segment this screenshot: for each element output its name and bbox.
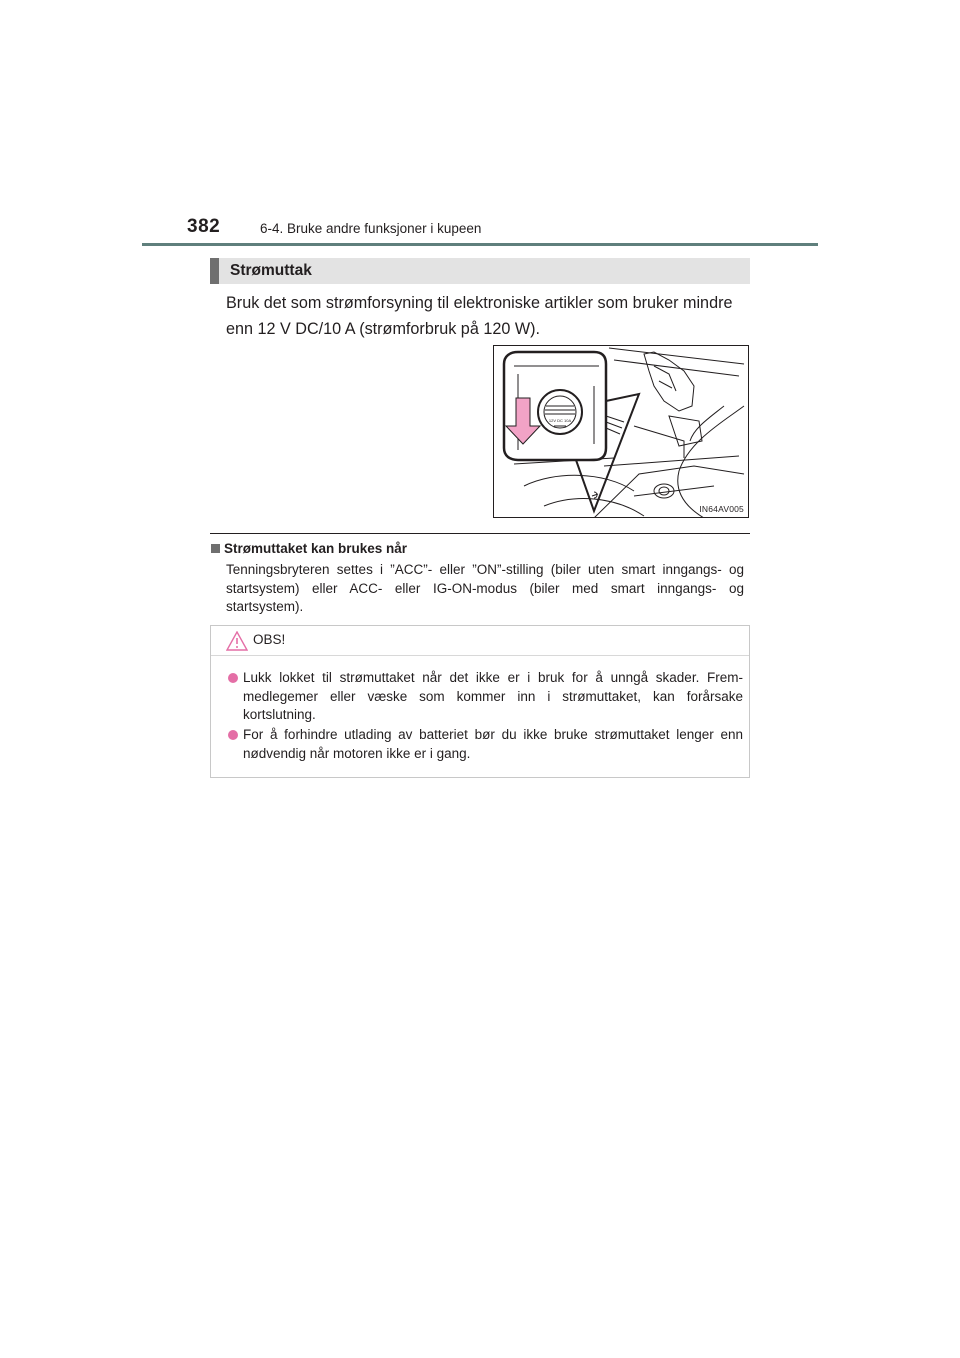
section-header	[210, 258, 750, 284]
intro-text: Bruk det som strømforsyning til elektroniske artikler som bruker mindre enn 12 V DC/10 A (strømforbruk på 120 W).	[226, 294, 733, 338]
header-rule	[142, 243, 818, 246]
chapter-title: 6-4. Bruke andre funksjoner i kupeen	[260, 221, 482, 236]
warning-item	[243, 726, 743, 763]
page-number: 382	[187, 216, 221, 237]
warning-item-text: For å forhindre utlading av batteriet bør du ikke bruke strømuttaket lenger enn nødvendig når motoren ikke er i gang.	[243, 727, 743, 761]
press-down-arrow-icon	[506, 398, 540, 444]
console-drawing	[494, 346, 749, 518]
power-outlet-illustration	[493, 345, 749, 518]
note-heading-text: Strømuttaket kan brukes når	[224, 541, 408, 556]
warning-header	[211, 626, 749, 656]
warning-label: OBS!	[253, 632, 286, 647]
bullet-icon	[228, 673, 238, 683]
warning-box	[210, 625, 750, 778]
figure-code: IN64AV005	[699, 504, 744, 514]
warning-item	[243, 669, 743, 725]
warning-triangle-icon	[226, 631, 248, 651]
section-title: Strømuttak	[230, 262, 312, 279]
warning-item-text: Lukk lokket til strømuttaket når det ikke er i bruk for å unngå skader. Frem-medlegemer eller væske som kommer inn i strømuttaket, kan forårsake kortslutning.	[243, 670, 743, 722]
note-heading	[211, 541, 407, 556]
cap-label: 12V DC 10A	[548, 418, 572, 423]
bullet-icon	[228, 730, 238, 740]
note-body: Tenningsbryteren settes i ”ACC”- eller ”ON”-stilling (biler uten smart inngangs- og startsystem) eller ACC- eller IG-ON-modus (biler med smart inngangs- og startsystem).	[226, 562, 744, 614]
section-divider	[210, 533, 750, 534]
square-bullet-icon	[211, 544, 220, 553]
